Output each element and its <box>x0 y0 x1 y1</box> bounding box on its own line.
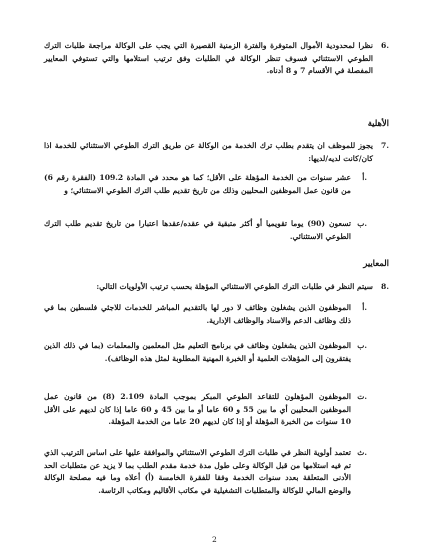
paragraph-8-item-b-letter: .ب <box>357 341 367 350</box>
paragraph-7-item-a-text: عشر سنوات من الخدمة المؤهلة على الأقل؛ كما هو محدد في المادة 109.2 (الفقرة رقم 6) من قانون عمل الموظفين المحليين وذلك من تاريخ تقديم طلب الترك الطوعي الاستثنائي؛ و <box>44 173 351 195</box>
paragraph-8-text: سيتم النظر في طلبات الترك الطوعي الاستثنائي المؤهلة بحسب ترتيب الأولويات التالي: <box>96 282 373 291</box>
page-number: 2 <box>212 535 217 544</box>
paragraph-8-item-a-letter: .أ <box>362 303 367 312</box>
paragraph-8-item-c-letter: .ت <box>357 392 367 401</box>
paragraph-6-text: نظرا لمحدودية الأموال المتوفرة والفترة الزمنية القصيرة التي يجب على الوكالة مراجعة طلبات الترك الطوعي الاستثنائي فسوف تنظر الوكالة في الطلبات وفق ترتيب استلامها والتي تستوفي المعايير المفصلة في الأقسام 7 و 8 أدناه. <box>44 41 373 75</box>
paragraph-7-number: .7 <box>381 141 389 150</box>
section-heading-criteria: المعايير <box>363 258 389 268</box>
paragraph-8-item-d-letter: .ث <box>357 448 367 457</box>
paragraph-7-item-b-letter: .ب <box>357 219 367 228</box>
paragraph-8-item-b-text: الموظفون الذين يشغلون وظائف في برنامج التعليم مثل المعلمين والمعلمات (بما في ذلك الذين يفتقرون إلى المؤهلات العلمية أو الخبرة المهنية المطلوبة لمثل هذه الوظائف). <box>44 341 351 363</box>
paragraph-8-item-a-text: الموظفون الذين يشغلون وظائف لا دور لها بالتقديم المباشر للخدمات للاجئي فلسطين بما في ذلك وظائف الدعم والاسناد والوظائف الإدارية. <box>44 303 351 325</box>
paragraph-8-item-c-text: الموظفون المؤهلون للتقاعد الطوعي المبكر بموجب المادة 2.109 (8) من قانون عمل الموظفين المحليين أي ما بين 55 و 60 عاما أو ما بين 45 و 60 عاما إذا كان لديهم على الأقل 10 سنوات من الخبرة المؤهلة أو إذا كان لديهم 20 عاما من الخدمة المؤهلة. <box>44 392 351 426</box>
paragraph-6-number: .6 <box>381 41 389 50</box>
paragraph-8-item-d-text: تعتمد أولوية النظر في طلبات الترك الطوعي الاستثنائي والموافقة عليها على اساس الترتيب الذي تم فيه استلامها من قبل الوكالة وعلى طول مدة خدمة مقدم الطلب بما لا يزيد عن متطلبات الحد الأدنى المتعلقة بعدد سنوات الخدمة وفقا للفقرة الخامسة (أ) أعلاه وما فيه مصلحة الوكالة والوضع المالي للوكالة والمتطلبات التشغيلية في مكاتب الأقاليم ومكاتب الرئاسة. <box>44 448 351 495</box>
paragraph-8-number: .8 <box>381 282 389 291</box>
paragraph-7-item-a-letter: .أ <box>362 173 367 182</box>
paragraph-7-text: يجوز للموظف ان يتقدم بطلب ترك الخدمة من الوكالة عن طريق الترك الطوعي الاستثنائي للخدمة اذا كان/كانت لديه/لديها: <box>44 141 373 163</box>
paragraph-7-item-b-text: تسعون (90) يوما تقويميا أو أكثر متبقية في عقده/عقدها اعتبارا من تاريخ تقديم طلب الترك الطوعي الاستثنائي. <box>44 219 351 241</box>
section-heading-eligibility: الأهلية <box>367 118 389 128</box>
